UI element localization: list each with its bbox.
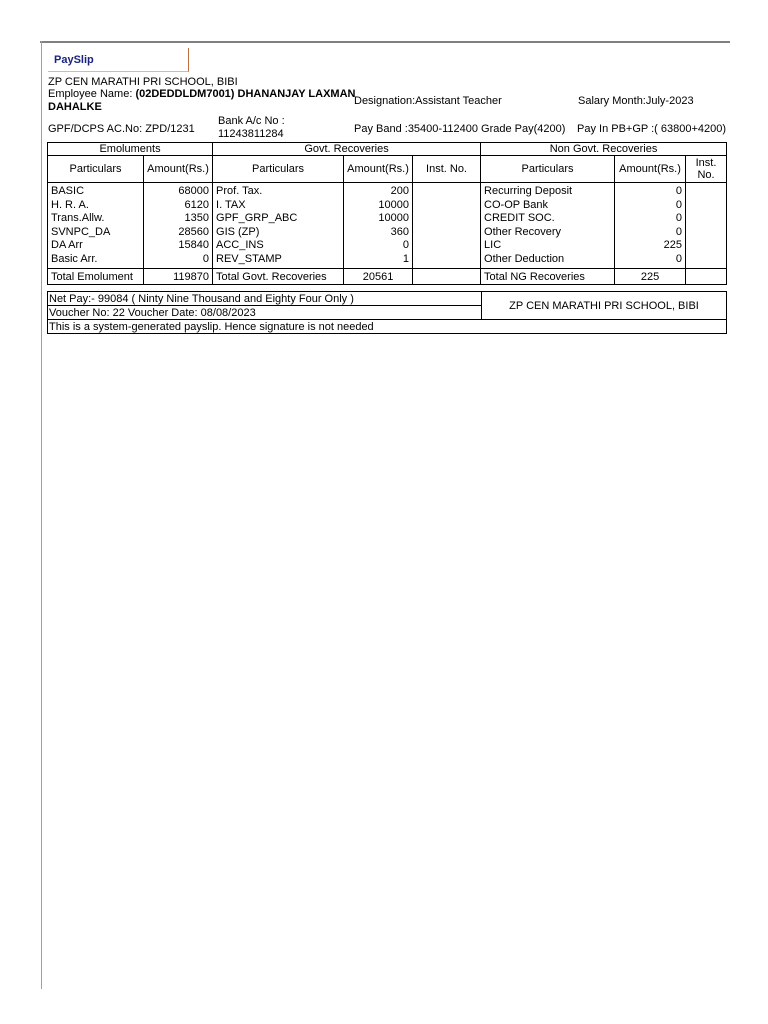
section-nongovt-recoveries: Non Govt. Recoveries: [481, 143, 727, 156]
govt-amounts: [344, 183, 413, 269]
payslip-footer: [47, 291, 727, 334]
employee-name-line1: (02DEDDLDM7001) DHANANJAY LAXMAN: [135, 88, 356, 100]
ng-recovery-amount: 0: [675, 185, 683, 197]
total-ng-inst: [686, 269, 727, 285]
total-govt-value: 20561: [344, 269, 413, 285]
bank-number: 11243811284: [218, 128, 284, 140]
ng-amounts: [615, 183, 686, 269]
ng-recovery-amount: 0: [675, 212, 683, 224]
emoluments-amounts: [144, 183, 213, 269]
ng-recovery-amount: 0: [675, 198, 683, 211]
col-ng-inst: [686, 156, 727, 183]
total-ng-value: 225: [615, 269, 686, 285]
govt-recovery-name: REV_STAMP: [216, 252, 282, 265]
govt-recovery-name: GPF_GRP_ABC: [216, 212, 298, 224]
govt-recovery-name: I. TAX: [216, 198, 246, 211]
pay-in-pb-gp: Pay In PB+GP :( 63800+4200): [577, 123, 727, 135]
govt-recovery-name: Prof. Tax.: [216, 185, 263, 197]
col-ng-particulars: Particulars: [481, 156, 615, 183]
govt-recovery-amount: 360: [390, 225, 410, 238]
govt-recovery-amount: 200: [390, 185, 410, 197]
emolument-amount: 1350: [184, 212, 210, 224]
ng-inst-cell: [686, 183, 727, 269]
govt-recovery-amount: 1: [402, 252, 410, 265]
total-ng-label: Total NG Recoveries: [481, 269, 615, 285]
emolument-name: BASIC: [51, 185, 85, 197]
net-pay: Net Pay:- 99084 ( Ninty Nine Thousand and Eighty Four Only ): [48, 292, 482, 306]
total-govt-label: Total Govt. Recoveries: [213, 269, 344, 285]
employee-name-line2: DAHALKE: [48, 101, 102, 113]
govt-names: [213, 183, 344, 269]
total-govt-inst: [413, 269, 481, 285]
system-note: This is a system-generated payslip. Hence signature is not needed: [48, 320, 727, 334]
employee-name: [48, 88, 355, 100]
col-emol-amount: Amount(Rs.): [144, 156, 213, 183]
govt-recovery-name: GIS (ZP): [216, 225, 260, 238]
emoluments-names: [48, 183, 144, 269]
emolument-amount: 28560: [178, 225, 210, 238]
emolument-name: H. R. A.: [51, 198, 89, 211]
col-emol-particulars: Particulars: [48, 156, 144, 183]
emolument-name: DA Arr: [51, 239, 83, 251]
ng-recovery-name: LIC: [484, 239, 502, 251]
total-emolument-label: Total Emolument: [48, 269, 144, 285]
bank-label: Bank A/c No :: [218, 115, 285, 127]
col-ng-amount: Amount(Rs.): [615, 156, 686, 183]
pay-band: Pay Band :35400-112400 Grade Pay(4200): [354, 123, 566, 135]
footer-school: ZP CEN MARATHI PRI SCHOOL, BIBI: [482, 292, 727, 320]
col-govt-particulars: Particulars: [213, 156, 344, 183]
salary-month: Salary Month:July-2023: [578, 95, 694, 107]
section-emoluments: Emoluments: [48, 143, 213, 156]
voucher-info: Voucher No: 22 Voucher Date: 08/08/2023: [48, 306, 482, 320]
ng-names: [481, 183, 615, 269]
col-govt-amount: Amount(Rs.): [344, 156, 413, 183]
payslip-table: [47, 142, 727, 285]
govt-inst-cell: [413, 183, 481, 269]
gpf-account: GPF/DCPS AC.No: ZPD/1231: [48, 123, 195, 135]
col-ng-inst-line2: No.: [697, 169, 715, 181]
govt-recovery-name: ACC_INS: [216, 239, 264, 251]
employee-label: Employee Name:: [48, 88, 133, 100]
designation: Designation:Assistant Teacher: [354, 95, 502, 107]
tab-payslip-label: PaySlip: [54, 54, 94, 66]
ng-recovery-name: Other Deduction: [484, 252, 565, 265]
ng-recovery-amount: 0: [675, 225, 683, 238]
emolument-amount: 68000: [178, 185, 210, 197]
ng-recovery-name: Recurring Deposit: [484, 185, 573, 197]
ng-recovery-amount: 0: [675, 252, 683, 265]
section-govt-recoveries: Govt. Recoveries: [213, 143, 481, 156]
govt-recovery-amount: 0: [402, 239, 410, 251]
govt-recovery-amount: 10000: [378, 198, 410, 211]
emolument-amount: 6120: [184, 198, 210, 211]
govt-recovery-amount: 10000: [378, 212, 410, 224]
left-divider: [41, 41, 42, 989]
tab-payslip[interactable]: [48, 48, 189, 72]
total-emolument-value: 119870: [144, 269, 213, 285]
emolument-name: SVNPC_DA: [51, 225, 111, 238]
emolument-name: Trans.Allw.: [51, 212, 105, 224]
school-name: ZP CEN MARATHI PRI SCHOOL, BIBI: [48, 76, 238, 88]
emolument-amount: 15840: [178, 239, 210, 251]
col-ng-inst-line1: Inst.: [695, 157, 717, 169]
ng-recovery-amount: 225: [663, 239, 683, 251]
ng-recovery-name: CO-OP Bank: [484, 198, 549, 211]
col-govt-inst: Inst. No.: [413, 156, 481, 183]
ng-recovery-name: CREDIT SOC.: [484, 212, 555, 224]
ng-recovery-name: Other Recovery: [484, 225, 562, 238]
emolument-name: Basic Arr.: [51, 252, 98, 265]
top-divider: [40, 41, 730, 43]
emolument-amount: 0: [202, 252, 210, 265]
